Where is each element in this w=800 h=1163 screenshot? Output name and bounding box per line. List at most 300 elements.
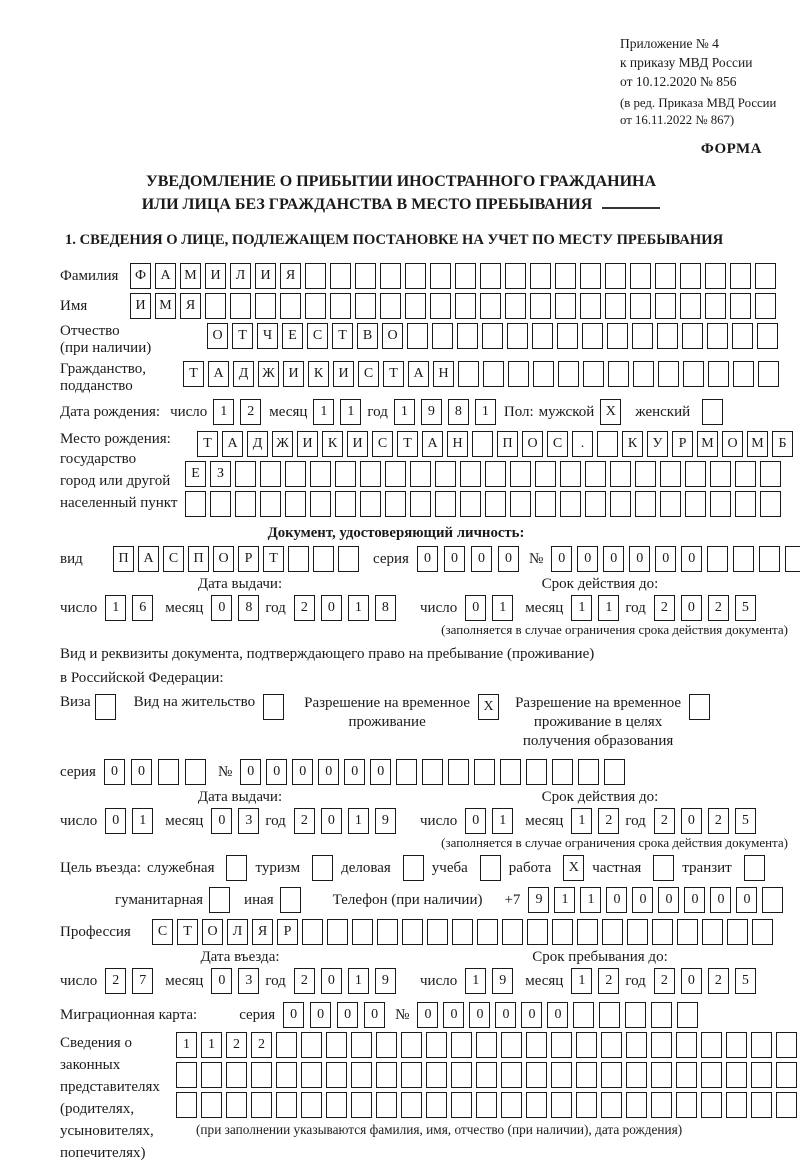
char-box[interactable] [732, 323, 753, 349]
char-box[interactable]: 5 [735, 968, 756, 994]
char-box[interactable] [501, 1062, 522, 1088]
char-box[interactable]: Ч [257, 323, 278, 349]
char-box[interactable] [535, 491, 556, 517]
char-box[interactable] [301, 1032, 322, 1058]
char-box[interactable] [376, 1062, 397, 1088]
char-box[interactable]: 2 [708, 808, 729, 834]
char-box[interactable]: О [207, 323, 228, 349]
char-box[interactable] [532, 323, 553, 349]
char-box[interactable]: 0 [547, 1002, 568, 1028]
char-box[interactable] [285, 461, 306, 487]
char-box[interactable] [210, 491, 231, 517]
char-box[interactable]: 1 [348, 595, 369, 621]
char-box[interactable] [360, 461, 381, 487]
char-box[interactable]: Е [185, 461, 206, 487]
char-box[interactable] [578, 759, 599, 785]
char-box[interactable] [402, 919, 423, 945]
char-box[interactable] [451, 1062, 472, 1088]
char-box[interactable] [176, 1062, 197, 1088]
char-box[interactable] [657, 323, 678, 349]
char-box[interactable]: 6 [132, 595, 153, 621]
char-box[interactable]: К [622, 431, 643, 457]
char-box[interactable]: 0 [364, 1002, 385, 1028]
char-box[interactable] [480, 293, 501, 319]
char-box[interactable] [760, 491, 781, 517]
char-box[interactable] [676, 1062, 697, 1088]
char-box[interactable] [335, 461, 356, 487]
char-box[interactable]: Т [177, 919, 198, 945]
char-box[interactable]: 1 [394, 399, 415, 425]
char-box[interactable]: И [255, 263, 276, 289]
char-box[interactable]: Д [233, 361, 254, 387]
char-box[interactable] [560, 491, 581, 517]
char-box[interactable]: 0 [681, 595, 702, 621]
char-box[interactable] [582, 323, 603, 349]
char-box[interactable]: И [205, 263, 226, 289]
char-box[interactable] [607, 323, 628, 349]
char-box[interactable]: Т [332, 323, 353, 349]
char-box[interactable] [507, 323, 528, 349]
char-box[interactable] [330, 293, 351, 319]
char-box[interactable] [476, 1062, 497, 1088]
char-box[interactable]: Н [433, 361, 454, 387]
char-box[interactable] [226, 1092, 247, 1118]
char-box[interactable] [477, 919, 498, 945]
char-box[interactable]: И [283, 361, 304, 387]
char-box[interactable] [460, 461, 481, 487]
char-box[interactable] [407, 323, 428, 349]
char-box[interactable] [680, 263, 701, 289]
char-box[interactable] [635, 461, 656, 487]
edu-residence-checkbox[interactable] [689, 694, 710, 720]
char-box[interactable]: Я [280, 263, 301, 289]
char-box[interactable] [226, 1062, 247, 1088]
char-box[interactable]: Ж [258, 361, 279, 387]
char-box[interactable]: С [307, 323, 328, 349]
char-box[interactable]: С [152, 919, 173, 945]
char-box[interactable] [755, 293, 776, 319]
char-box[interactable]: 0 [321, 968, 342, 994]
char-box[interactable] [452, 919, 473, 945]
sex-female-checkbox[interactable] [702, 399, 723, 425]
char-box[interactable] [426, 1032, 447, 1058]
char-box[interactable] [683, 361, 704, 387]
char-box[interactable] [576, 1062, 597, 1088]
char-box[interactable] [235, 491, 256, 517]
char-box[interactable] [601, 1092, 622, 1118]
char-box[interactable]: 0 [211, 595, 232, 621]
char-box[interactable] [422, 759, 443, 785]
char-box[interactable]: 0 [551, 546, 572, 572]
char-box[interactable] [758, 361, 779, 387]
char-box[interactable] [726, 1032, 747, 1058]
char-box[interactable] [230, 293, 251, 319]
char-box[interactable] [426, 1062, 447, 1088]
char-box[interactable]: 9 [528, 887, 549, 913]
char-box[interactable]: 0 [344, 759, 365, 785]
char-box[interactable]: 0 [469, 1002, 490, 1028]
char-box[interactable]: Д [247, 431, 268, 457]
char-box[interactable]: 2 [294, 808, 315, 834]
char-box[interactable]: 0 [681, 546, 702, 572]
char-box[interactable]: Т [197, 431, 218, 457]
char-box[interactable]: 0 [658, 887, 679, 913]
char-box[interactable]: 1 [475, 399, 496, 425]
char-box[interactable] [376, 1032, 397, 1058]
char-box[interactable]: 2 [105, 968, 126, 994]
char-box[interactable]: О [213, 546, 234, 572]
char-box[interactable]: М [697, 431, 718, 457]
char-box[interactable] [260, 491, 281, 517]
char-box[interactable] [352, 919, 373, 945]
char-box[interactable] [510, 461, 531, 487]
char-box[interactable] [602, 919, 623, 945]
char-box[interactable] [605, 293, 626, 319]
char-box[interactable]: Я [180, 293, 201, 319]
char-box[interactable] [755, 263, 776, 289]
char-box[interactable] [655, 263, 676, 289]
char-box[interactable] [625, 1002, 646, 1028]
char-box[interactable]: С [372, 431, 393, 457]
char-box[interactable] [705, 263, 726, 289]
char-box[interactable]: 9 [375, 968, 396, 994]
char-box[interactable] [401, 1092, 422, 1118]
char-box[interactable] [376, 1092, 397, 1118]
char-box[interactable]: К [322, 431, 343, 457]
temp-residence-checkbox[interactable]: X [478, 694, 499, 720]
char-box[interactable] [326, 1032, 347, 1058]
char-box[interactable]: 0 [521, 1002, 542, 1028]
char-box[interactable] [557, 323, 578, 349]
char-box[interactable] [310, 461, 331, 487]
char-box[interactable] [651, 1032, 672, 1058]
char-box[interactable] [476, 1092, 497, 1118]
char-box[interactable] [377, 919, 398, 945]
char-box[interactable]: Ф [130, 263, 151, 289]
char-box[interactable]: 2 [598, 968, 619, 994]
char-box[interactable] [301, 1062, 322, 1088]
char-box[interactable] [527, 919, 548, 945]
char-box[interactable]: 0 [321, 595, 342, 621]
char-box[interactable] [685, 491, 706, 517]
char-box[interactable]: 1 [340, 399, 361, 425]
char-box[interactable]: 8 [238, 595, 259, 621]
char-box[interactable] [185, 491, 206, 517]
char-box[interactable]: 2 [240, 399, 261, 425]
sex-male-checkbox[interactable]: X [600, 399, 621, 425]
char-box[interactable]: М [180, 263, 201, 289]
char-box[interactable] [560, 461, 581, 487]
char-box[interactable] [776, 1092, 797, 1118]
char-box[interactable] [355, 263, 376, 289]
char-box[interactable] [710, 461, 731, 487]
char-box[interactable] [305, 293, 326, 319]
char-box[interactable] [759, 546, 780, 572]
char-box[interactable] [326, 1062, 347, 1088]
char-box[interactable]: 2 [708, 968, 729, 994]
char-box[interactable] [630, 263, 651, 289]
char-box[interactable] [501, 1092, 522, 1118]
char-box[interactable]: 0 [321, 808, 342, 834]
char-box[interactable]: 2 [294, 595, 315, 621]
char-box[interactable] [251, 1062, 272, 1088]
char-box[interactable]: Р [238, 546, 259, 572]
char-box[interactable]: 0 [577, 546, 598, 572]
char-box[interactable] [405, 293, 426, 319]
char-box[interactable] [385, 491, 406, 517]
purpose-study-checkbox[interactable] [480, 855, 501, 881]
char-box[interactable] [427, 919, 448, 945]
char-box[interactable]: 0 [443, 1002, 464, 1028]
char-box[interactable] [380, 293, 401, 319]
char-box[interactable] [435, 491, 456, 517]
char-box[interactable] [751, 1092, 772, 1118]
char-box[interactable]: О [382, 323, 403, 349]
char-box[interactable]: С [163, 546, 184, 572]
char-box[interactable] [626, 1062, 647, 1088]
char-box[interactable]: А [208, 361, 229, 387]
char-box[interactable] [330, 263, 351, 289]
char-box[interactable] [201, 1092, 222, 1118]
char-box[interactable]: 0 [240, 759, 261, 785]
char-box[interactable]: 0 [606, 887, 627, 913]
char-box[interactable]: 1 [465, 968, 486, 994]
char-box[interactable] [458, 361, 479, 387]
char-box[interactable]: 9 [421, 399, 442, 425]
char-box[interactable] [405, 263, 426, 289]
char-box[interactable]: У [647, 431, 668, 457]
char-box[interactable]: 0 [417, 546, 438, 572]
char-box[interactable]: 1 [201, 1032, 222, 1058]
char-box[interactable]: 0 [266, 759, 287, 785]
char-box[interactable]: 0 [292, 759, 313, 785]
char-box[interactable]: 0 [337, 1002, 358, 1028]
char-box[interactable] [726, 1092, 747, 1118]
char-box[interactable] [576, 1092, 597, 1118]
char-box[interactable] [505, 293, 526, 319]
char-box[interactable] [326, 1092, 347, 1118]
char-box[interactable] [733, 546, 754, 572]
char-box[interactable] [573, 1002, 594, 1028]
char-box[interactable] [635, 491, 656, 517]
char-box[interactable]: 1 [598, 595, 619, 621]
char-box[interactable]: 2 [226, 1032, 247, 1058]
char-box[interactable]: 0 [465, 808, 486, 834]
char-box[interactable] [500, 759, 521, 785]
char-box[interactable]: Н [447, 431, 468, 457]
char-box[interactable]: 0 [603, 546, 624, 572]
char-box[interactable] [733, 361, 754, 387]
char-box[interactable] [708, 361, 729, 387]
char-box[interactable] [338, 546, 359, 572]
char-box[interactable] [576, 1032, 597, 1058]
char-box[interactable]: 2 [598, 808, 619, 834]
char-box[interactable]: 0 [370, 759, 391, 785]
char-box[interactable] [583, 361, 604, 387]
char-box[interactable] [510, 491, 531, 517]
char-box[interactable] [558, 361, 579, 387]
char-box[interactable] [551, 1062, 572, 1088]
char-box[interactable] [472, 431, 493, 457]
char-box[interactable] [426, 1092, 447, 1118]
char-box[interactable] [605, 263, 626, 289]
char-box[interactable]: В [357, 323, 378, 349]
char-box[interactable] [580, 263, 601, 289]
char-box[interactable] [430, 293, 451, 319]
char-box[interactable]: 0 [211, 968, 232, 994]
char-box[interactable] [555, 293, 576, 319]
char-box[interactable] [551, 1092, 572, 1118]
char-box[interactable] [701, 1032, 722, 1058]
char-box[interactable] [158, 759, 179, 785]
char-box[interactable]: И [333, 361, 354, 387]
char-box[interactable] [526, 1032, 547, 1058]
char-box[interactable] [682, 323, 703, 349]
char-box[interactable]: Т [263, 546, 284, 572]
char-box[interactable]: 1 [571, 808, 592, 834]
char-box[interactable] [483, 361, 504, 387]
char-box[interactable]: 1 [313, 399, 334, 425]
char-box[interactable] [676, 1092, 697, 1118]
char-box[interactable] [451, 1032, 472, 1058]
char-box[interactable] [502, 919, 523, 945]
char-box[interactable]: 9 [375, 808, 396, 834]
char-box[interactable] [476, 1032, 497, 1058]
char-box[interactable]: 0 [211, 808, 232, 834]
char-box[interactable] [508, 361, 529, 387]
char-box[interactable] [705, 293, 726, 319]
char-box[interactable] [205, 293, 226, 319]
char-box[interactable]: П [497, 431, 518, 457]
char-box[interactable] [285, 491, 306, 517]
char-box[interactable]: Л [227, 919, 248, 945]
char-box[interactable] [280, 293, 301, 319]
char-box[interactable] [632, 323, 653, 349]
char-box[interactable] [727, 919, 748, 945]
char-box[interactable]: П [188, 546, 209, 572]
char-box[interactable] [396, 759, 417, 785]
char-box[interactable]: 5 [735, 595, 756, 621]
char-box[interactable]: Р [672, 431, 693, 457]
char-box[interactable] [651, 1002, 672, 1028]
char-box[interactable]: А [408, 361, 429, 387]
char-box[interactable] [752, 919, 773, 945]
char-box[interactable]: 5 [735, 808, 756, 834]
visa-checkbox[interactable] [95, 694, 116, 720]
char-box[interactable]: Ж [272, 431, 293, 457]
char-box[interactable]: 0 [471, 546, 492, 572]
char-box[interactable] [626, 1092, 647, 1118]
char-box[interactable] [351, 1092, 372, 1118]
char-box[interactable]: С [358, 361, 379, 387]
char-box[interactable] [460, 491, 481, 517]
char-box[interactable]: 0 [318, 759, 339, 785]
purpose-transit-checkbox[interactable] [744, 855, 765, 881]
char-box[interactable] [652, 919, 673, 945]
char-box[interactable]: А [138, 546, 159, 572]
char-box[interactable]: 0 [736, 887, 757, 913]
char-box[interactable]: 8 [375, 595, 396, 621]
char-box[interactable] [482, 323, 503, 349]
char-box[interactable] [776, 1062, 797, 1088]
char-box[interactable] [480, 263, 501, 289]
char-box[interactable] [401, 1032, 422, 1058]
char-box[interactable] [735, 461, 756, 487]
char-box[interactable] [185, 759, 206, 785]
char-box[interactable]: 1 [132, 808, 153, 834]
purpose-work-checkbox[interactable]: X [563, 855, 584, 881]
char-box[interactable]: О [522, 431, 543, 457]
char-box[interactable]: 0 [495, 1002, 516, 1028]
char-box[interactable]: 0 [105, 808, 126, 834]
char-box[interactable]: 1 [492, 595, 513, 621]
char-box[interactable] [552, 919, 573, 945]
char-box[interactable]: 1 [176, 1032, 197, 1058]
char-box[interactable] [677, 919, 698, 945]
char-box[interactable]: Я [252, 919, 273, 945]
char-box[interactable] [751, 1032, 772, 1058]
char-box[interactable]: Р [277, 919, 298, 945]
char-box[interactable]: 0 [104, 759, 125, 785]
char-box[interactable] [351, 1062, 372, 1088]
purpose-private-checkbox[interactable] [653, 855, 674, 881]
char-box[interactable]: 2 [654, 968, 675, 994]
char-box[interactable] [435, 461, 456, 487]
char-box[interactable] [726, 1062, 747, 1088]
char-box[interactable] [655, 293, 676, 319]
char-box[interactable] [610, 461, 631, 487]
char-box[interactable] [401, 1062, 422, 1088]
char-box[interactable]: П [113, 546, 134, 572]
char-box[interactable] [551, 1032, 572, 1058]
char-box[interactable] [530, 263, 551, 289]
char-box[interactable]: 3 [238, 808, 259, 834]
char-box[interactable]: 0 [710, 887, 731, 913]
char-box[interactable] [485, 491, 506, 517]
char-box[interactable] [630, 293, 651, 319]
char-box[interactable] [251, 1092, 272, 1118]
purpose-other-checkbox[interactable] [280, 887, 301, 913]
char-box[interactable]: И [130, 293, 151, 319]
char-box[interactable]: 2 [251, 1032, 272, 1058]
char-box[interactable]: М [155, 293, 176, 319]
char-box[interactable]: О [202, 919, 223, 945]
char-box[interactable]: К [308, 361, 329, 387]
purpose-humanitarian-checkbox[interactable] [209, 887, 230, 913]
char-box[interactable] [760, 461, 781, 487]
char-box[interactable] [485, 461, 506, 487]
char-box[interactable] [658, 361, 679, 387]
char-box[interactable] [660, 461, 681, 487]
char-box[interactable] [680, 293, 701, 319]
char-box[interactable] [255, 293, 276, 319]
char-box[interactable] [288, 546, 309, 572]
char-box[interactable] [276, 1062, 297, 1088]
char-box[interactable] [701, 1062, 722, 1088]
char-box[interactable]: 3 [238, 968, 259, 994]
char-box[interactable] [451, 1092, 472, 1118]
char-box[interactable] [457, 323, 478, 349]
char-box[interactable] [430, 263, 451, 289]
char-box[interactable] [310, 491, 331, 517]
char-box[interactable]: З [210, 461, 231, 487]
char-box[interactable]: 0 [417, 1002, 438, 1028]
char-box[interactable]: 0 [684, 887, 705, 913]
char-box[interactable]: Е [282, 323, 303, 349]
char-box[interactable] [577, 919, 598, 945]
char-box[interactable] [730, 263, 751, 289]
char-box[interactable]: 0 [632, 887, 653, 913]
